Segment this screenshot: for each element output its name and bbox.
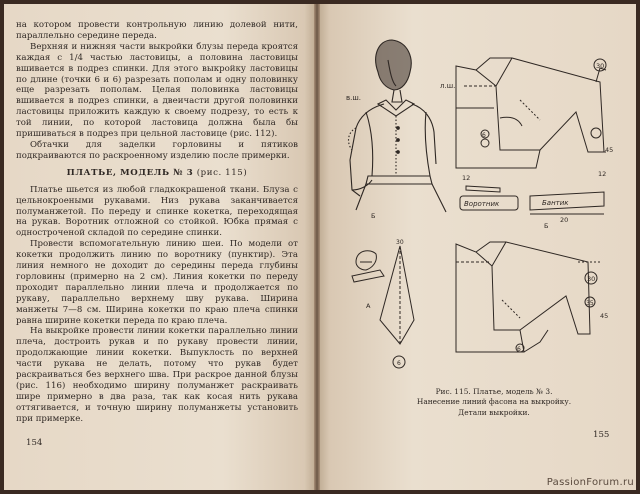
bodice-pattern-top: [456, 58, 606, 168]
label-45-bottom: 45: [600, 312, 609, 320]
watermark: PassionForum.ru: [546, 477, 634, 488]
label-b: Б: [544, 222, 549, 230]
label-vorotnik: Воротник: [464, 200, 500, 208]
paragraph: Платье шьется из любой гладкокрашеной ткани. Блуза с цельнокроеными рукавами. Низ рукава заканчивается полуманжетой. По переду и спинке кокетка, переходящая на рукав. Воротник отложной со стойкой. Юбка прямая с одностроченой складой по середине спинки.: [16, 184, 298, 239]
section-title-figref: (рис. 115): [196, 167, 248, 178]
caption-line: Рис. 115. Платье, модель № 3.: [435, 387, 553, 396]
page-number-left: 154: [26, 438, 43, 448]
collar-sketch: [352, 251, 384, 282]
label-b2: Б: [371, 212, 376, 220]
bodice-pattern-bottom: [456, 242, 600, 352]
label-20: 20: [560, 216, 569, 224]
paragraph: на котором провести контрольную линию долевой нити, параллельно середине переда.: [16, 20, 298, 41]
woman-sketch: [349, 40, 446, 212]
label-35: 35: [586, 300, 594, 307]
caption-line: Детали выкройки.: [458, 407, 530, 417]
label-lsh: л.ш.: [440, 82, 456, 90]
label-6-bottom: 6: [517, 346, 521, 353]
label-a: A: [366, 302, 371, 310]
label-30-bottom: 30: [587, 275, 596, 283]
label-45-top: 45: [605, 146, 614, 154]
label-30-top: 30: [596, 62, 605, 70]
tie-pattern: [380, 246, 414, 368]
label-12-top: 12: [598, 170, 607, 178]
label-30-tie: 30: [396, 239, 404, 246]
label-6-top: 6: [482, 132, 486, 139]
section-title-main: ПЛАТЬЕ, МОДЕЛЬ № 3: [66, 167, 194, 178]
paragraph: Верхняя и нижняя части выкройки блузы переда кроятся каждая с 1/4 частью ластовицы, а половина ластовицы вшивается в подрез спинки. Для этого выкройку ластовицы по длине (точки 6 и 6) разрезать пополам и одну половинку еще разрезать пополам. Целая половинка ластовицы вшивается в подрез спинки, а двеичасти другой половинки ластовицы приложить каждую к своему подрезу, то есть к той линии, по которой ластовица должна была бы пришиваться в подрез при цельной ластовице (рис. 112).: [16, 41, 298, 140]
paragraph: На выкройке провести линии кокетки параллельно линии плеча, достроить рукав и по рукаву провести линии, продолжающие линии кокетки. Выпуклость по верхней части рукава не делать, потому что рукав будет раскраиваться без верхнего шва. При раскрое данной блузы (рис. 116) необходимо ширину полуманжет раскраивать шире примерно в два раза, так как косая нить рукава оттягивается, и точную ширину полуманжеты установить при примерке.: [16, 326, 298, 424]
caption-line: Нанесение линий фасона на выкройку.: [416, 397, 572, 407]
label-dantik: Бантик: [542, 199, 569, 207]
label-6-tie: 6: [397, 360, 401, 367]
page-number-right: 155: [593, 430, 610, 440]
label-vsh: в.ш.: [346, 94, 361, 102]
label-12-left: 12: [462, 174, 471, 182]
paragraph: Обтачки для заделки горловины и пятиков подкраиваются по раскроенному изделию после примерки.: [16, 139, 298, 161]
figure-caption: [392, 387, 596, 418]
paragraph: Провести вспомогательную линию шеи. По модели от кокетки продолжить линию по воротнику (пунктир). Эта линия немного не доходит до середины переда глубины горловины (примерно на 2 см). Линия кокетки по переду проходит параллельно линии плеча и продолжается по рукаву, параллельно верхнему шву рукава. Ширина манжеты 7—8 см. Ширина кокетки по краю плеча спинки равна ширине кокетки переда по краю плеча.: [16, 239, 298, 326]
